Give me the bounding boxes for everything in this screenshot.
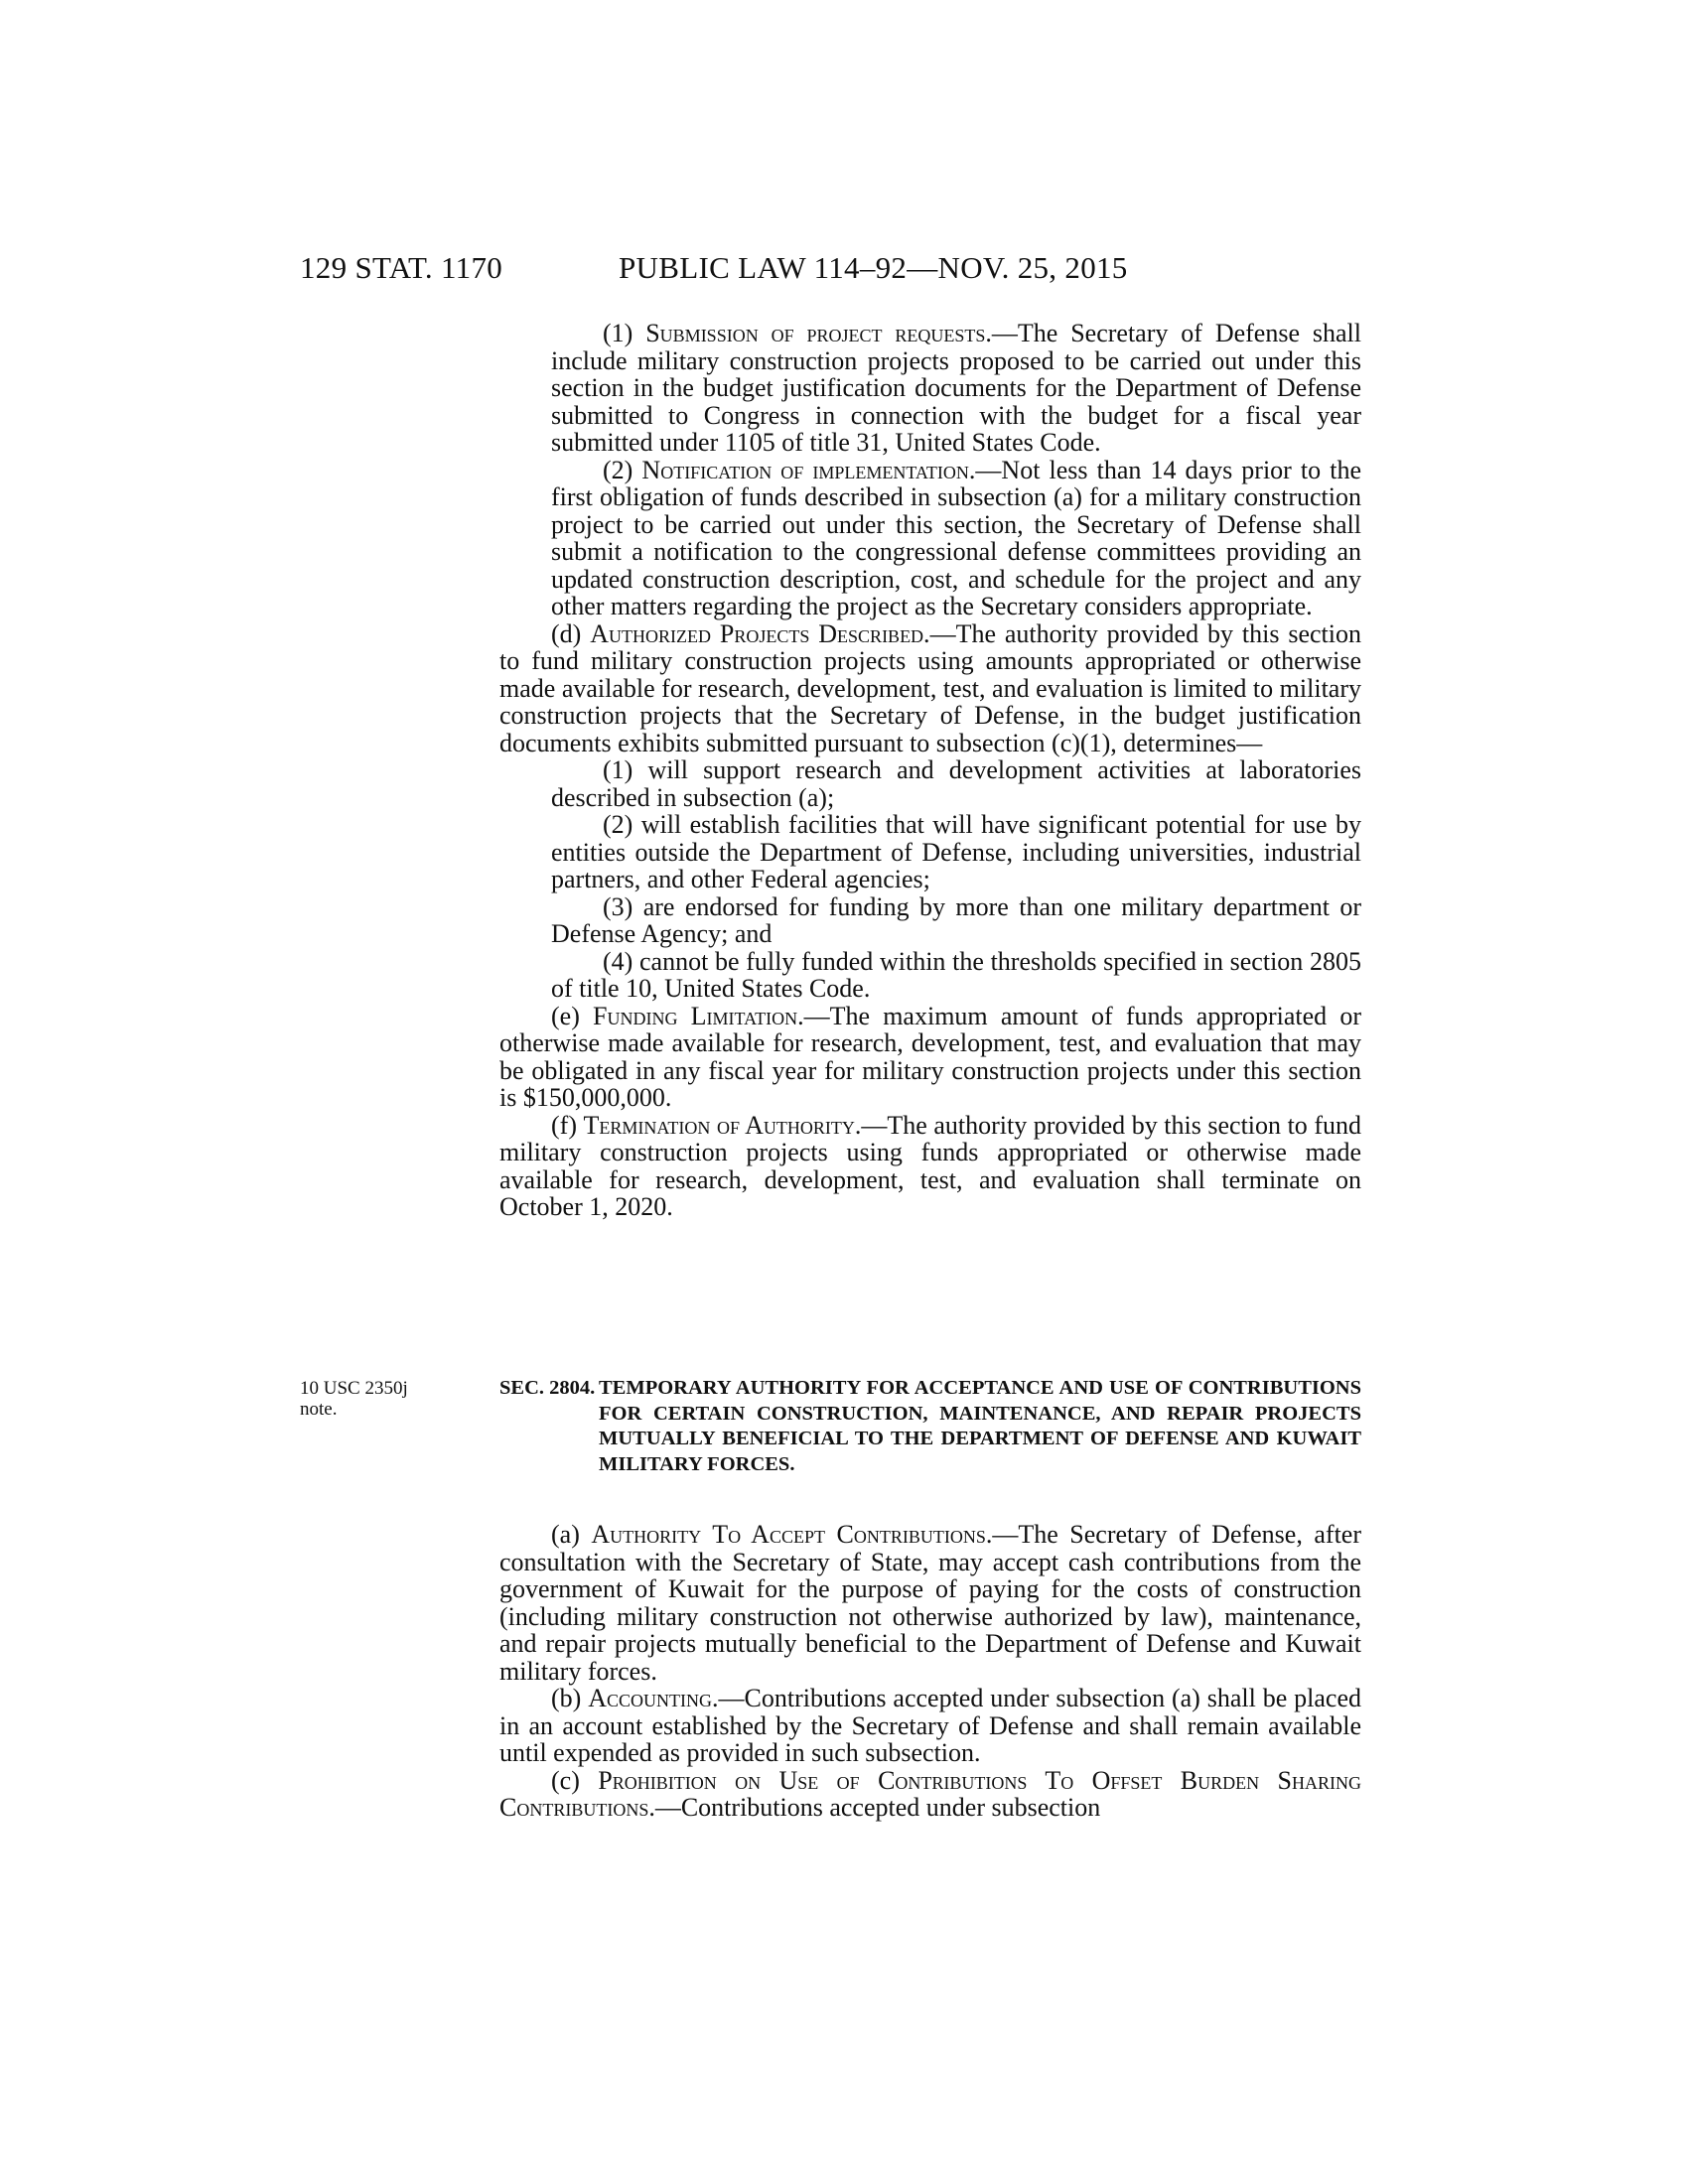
paragraph-heading: Submission of project requests. [645, 319, 992, 347]
paragraph-text: —The maximum amount of funds appropriated or otherwise made available for research, development, test, and evaluation that may be obligated in any fiscal year for military construction projects under this section is $150,000,000. [499, 1001, 1362, 1112]
paragraph-heading: Authorized Projects Described. [590, 618, 930, 648]
paragraph-b [499, 1685, 1361, 1767]
paragraph-label: (d) [551, 618, 582, 648]
section-title: TEMPORARY AUTHORITY FOR ACCEPTANCE AND USE OF CONTRIBUTIONS FOR CERTAIN CONSTRUCTION, MAINTENANCE, AND REPAIR PROJECTS MUTUALLY BENEFICIAL TO THE DEPARTMENT OF DEFENSE AND KUWAIT MILITARY FORCES. [599, 1377, 1361, 1475]
paragraph-heading: Termination of Authority. [583, 1110, 862, 1140]
paragraph-heading: Accounting. [588, 1684, 719, 1712]
paragraph-c1 [499, 320, 1361, 457]
paragraph-label: (a) [551, 1520, 580, 1549]
paragraph-text: —Not less than 14 days prior to the first obligation of funds described in subsection (a) for a military construction project to be carried out under this section, the Secretary of Defense shall submit a notification to the congressional defense committees providing an updated construction description, cost, and schedule for the project and any other matters regarding the project as the Secretary considers appropriate. [551, 455, 1361, 620]
paragraph-c2 [499, 457, 1361, 620]
paragraph-d [499, 620, 1361, 757]
paragraph-text: —Contributions accepted under subsection [654, 1793, 1101, 1822]
paragraph-e [499, 1003, 1361, 1112]
paragraph-label: (f) [551, 1110, 577, 1140]
margin-note [300, 1378, 408, 1420]
paragraph-label: (b) [551, 1684, 582, 1712]
paragraph-text: —The authority provided by this section to fund military construction projects using amounts appropriated or otherwise made available for research, development, test, and evaluation is limited to military construction projects that the Secretary of Defense, in the budget justification documents exhibits submitted pursuant to subsection (c)(1), determines— [499, 618, 1361, 757]
paragraph-a [499, 1521, 1361, 1685]
margin-note-citation: 10 USC 2350j [300, 1378, 408, 1399]
list-item: (1) will support research and development activities at laboratories described in subsection (a); [551, 755, 1361, 812]
paragraph-text: —The authority provided by this section to fund military construction projects using funds appropriated or otherwise made available for research, development, test, and evaluation shall terminate on October 1, 2020. [499, 1110, 1362, 1221]
statute-page-number: 129 STAT. 1170 [300, 250, 503, 285]
section-heading [499, 1376, 1361, 1477]
list-item: (3) are endorsed for funding by more than one military department or Defense Agency; and [551, 891, 1361, 948]
paragraph-heading: Funding Limitation. [593, 1001, 804, 1030]
margin-note-label: note. [300, 1399, 338, 1420]
paragraph-heading: Notification of implementation. [641, 455, 976, 484]
body-text-section [499, 1521, 1361, 1822]
paragraph-text: —Contributions accepted under subsection (a) shall be placed in an account established by the Secretary of Defense and shall remain available until expended as provided in such subsection. [499, 1684, 1362, 1767]
paragraph-heading: Prohibition on Use of Contributions To Offset Burden Sharing Contributions. [499, 1765, 1361, 1822]
paragraph-text: —The Secretary of Defense, after consultation with the Secretary of State, may accept cash contributions from the government of Kuwait for the purpose of paying for the costs of construction (including military construction not otherwise authorized by law), maintenance, and repair projects mutually beneficial to the Department of Defense and Kuwait military forces. [499, 1520, 1361, 1686]
section-number: SEC. 2804. [499, 1377, 596, 1399]
paragraph-label: (e) [551, 1001, 580, 1030]
paragraph-f [499, 1112, 1361, 1221]
body-text-top [499, 320, 1361, 1221]
list-item: (4) cannot be fully funded within the thresholds specified in section 2805 of title 10, United States Code. [551, 946, 1361, 1003]
running-head: PUBLIC LAW 114–92—NOV. 25, 2015 [619, 250, 1128, 285]
paragraph-label: (1) [603, 319, 633, 347]
paragraph-label: (c) [551, 1765, 580, 1795]
list-item: (2) will establish facilities that will have significant potential for use by entities outside the Department of Defense, including universities, industrial partners, and other Federal agencies; [551, 810, 1361, 893]
paragraph-c [499, 1767, 1361, 1822]
paragraph-label: (2) [603, 455, 633, 484]
paragraph-heading: Authority To Accept Contributions. [591, 1520, 993, 1549]
paragraph-text: —The Secretary of Defense shall include military construction projects proposed to be carried out under this section in the budget justification documents for the Department of Defense submitted to Congress in connection with the budget for a fiscal year submitted under 1105 of title 31, United States Code. [551, 319, 1361, 457]
